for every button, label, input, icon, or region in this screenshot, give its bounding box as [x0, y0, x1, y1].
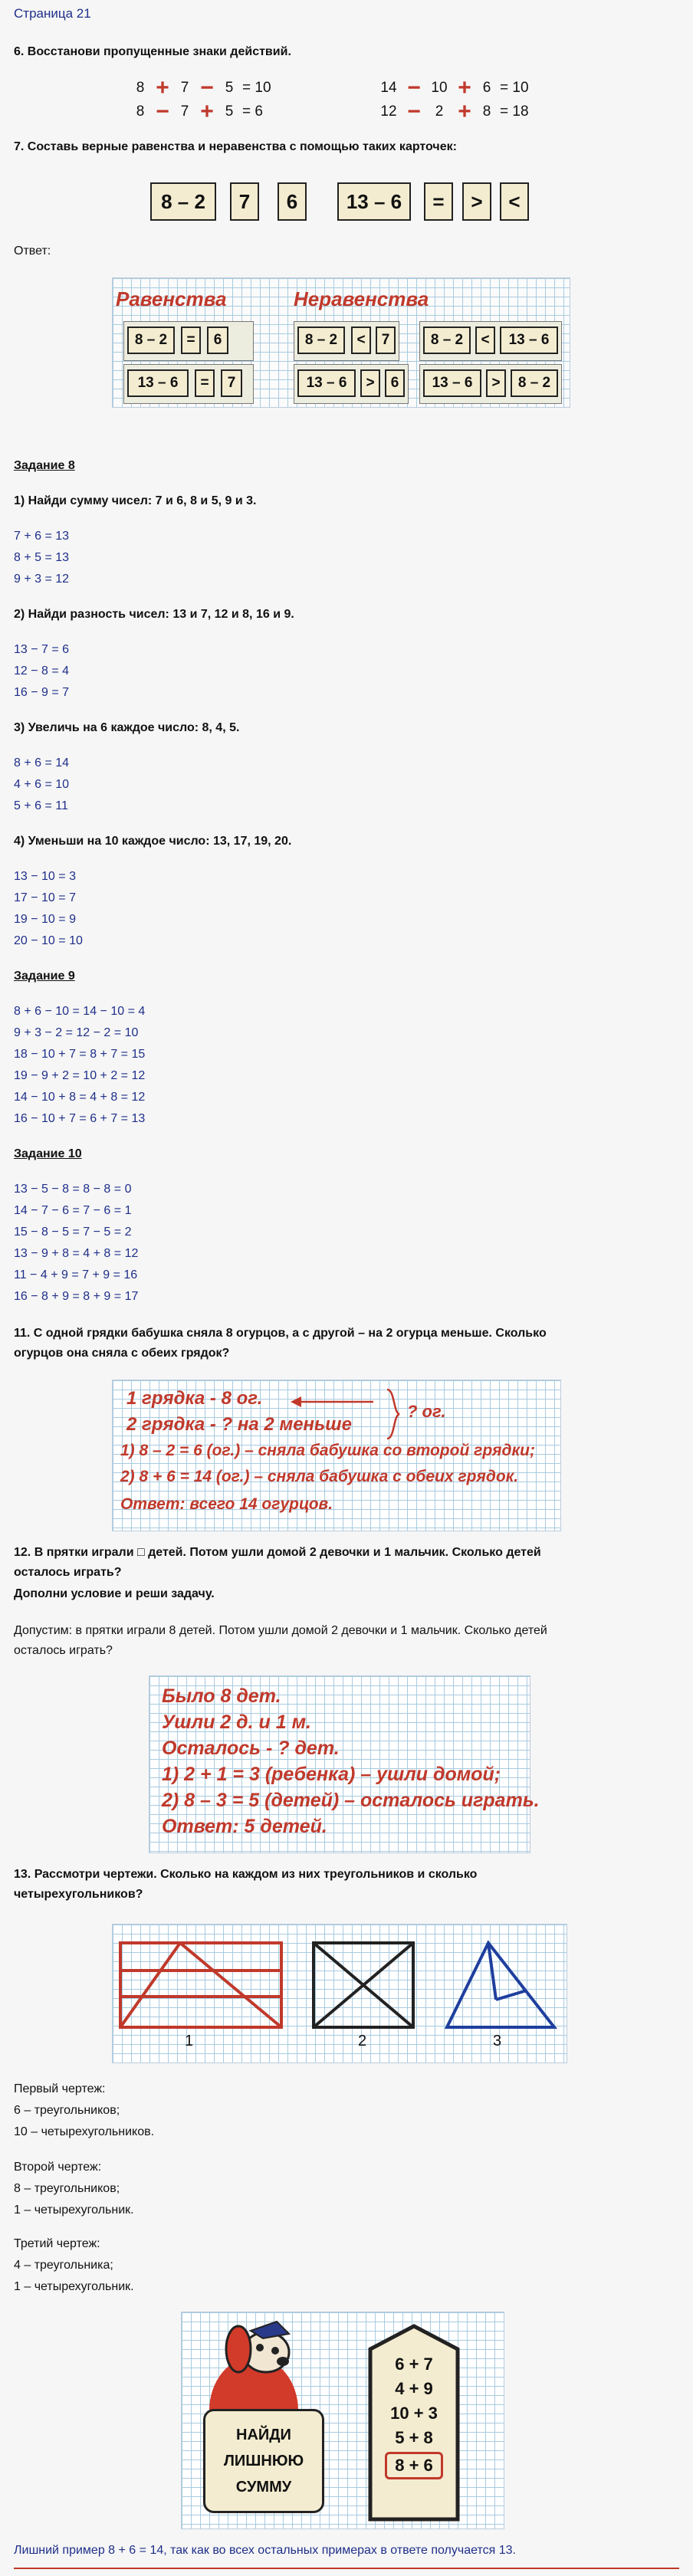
equality-group-1 — [123, 321, 254, 361]
answer-line: 7 + 6 = 13 — [14, 530, 70, 543]
solution-line: 1) 2 + 1 = 3 (ребенка) – ушли домой; — [162, 1764, 501, 1785]
equality-group-2 — [123, 364, 254, 404]
answer-line: 16 − 8 + 9 = 8 + 9 = 17 — [14, 1290, 139, 1303]
task10-title: Задание 10 — [14, 1147, 82, 1160]
operator-sign: − — [407, 99, 421, 124]
answer-line: 11 − 4 + 9 = 7 + 9 = 16 — [14, 1268, 138, 1281]
task12-title-line1: 12. В прятки играли □ детей. Потом ушли домой 2 девочки и 1 мальчик. Сколько детей — [14, 1546, 541, 1559]
answer-line: 8 + 5 = 13 — [14, 551, 70, 564]
card-13-minus-6: 13 – 6 — [337, 182, 411, 221]
answer-line: 12 − 8 = 4 — [14, 665, 70, 678]
drawing3-line: 1 – четырехугольник. — [14, 2280, 134, 2293]
answer-line: 13 − 9 + 8 = 4 + 8 = 12 — [14, 1247, 139, 1260]
expr-number: 8 — [136, 103, 145, 120]
task12-text-line2: осталось играть? — [14, 1644, 113, 1657]
card-6: 6 — [278, 182, 307, 221]
sign-text: НАЙДИ — [236, 2427, 291, 2443]
operator-sign: + — [458, 75, 471, 100]
answer-line: 9 + 3 = 12 — [14, 573, 70, 586]
drawing1-line: 10 – четырехугольников. — [14, 2125, 155, 2138]
card-7: 7 — [230, 182, 259, 221]
drawing1-title: Первый чертеж: — [14, 2082, 106, 2095]
bottom-divider — [14, 2568, 679, 2569]
drawing3-line: 4 – треугольника; — [14, 2259, 113, 2272]
answer-line: 13 − 5 − 8 = 8 − 8 = 0 — [14, 1183, 132, 1196]
solution-line: Было 8 дет. — [162, 1685, 281, 1707]
solution-line: 1 грядка - 8 ог. — [126, 1388, 263, 1409]
mini-card: 13 – 6 — [423, 369, 481, 397]
mini-card: 13 – 6 — [127, 369, 189, 397]
task6-expr-4 — [377, 99, 546, 124]
task8-title: Задание 8 — [14, 459, 75, 472]
odd-sum-illustration — [181, 2312, 504, 2529]
solution-line: 1) 8 – 2 = 6 (ог.) – сняла бабушка со второй грядки; — [120, 1442, 535, 1459]
answer-line: 19 − 10 = 9 — [14, 913, 76, 926]
task13-title-line2: четырехугольников? — [14, 1888, 143, 1901]
sign-board — [203, 2409, 324, 2513]
drawing-label: 3 — [493, 2033, 502, 2049]
solution-answer: Ответ: всего 14 огурцов. — [120, 1495, 333, 1513]
drawing-3 — [447, 1943, 554, 2027]
expr-result: = 10 — [500, 80, 529, 96]
drawing1-line: 6 – треугольников; — [14, 2104, 120, 2117]
sign-text: СУММУ — [235, 2479, 292, 2496]
solution-answer: Ответ: 5 детей. — [162, 1816, 327, 1837]
answer-line: 16 − 10 + 7 = 6 + 7 = 13 — [14, 1112, 146, 1125]
arrow-left-icon — [291, 1394, 375, 1409]
brace-icon — [384, 1386, 404, 1442]
sum-item: 6 + 7 — [395, 2354, 433, 2374]
mini-card: < — [475, 327, 495, 354]
sign-text: ЛИШНЮЮ — [223, 2453, 304, 2469]
drawings-grid — [112, 1924, 567, 2063]
card-less: < — [500, 182, 529, 221]
inequality-group-2 — [419, 321, 562, 361]
task14-answer: Лишний пример 8 + 6 = 14, так как во всех остальных примерах в ответе получается 13. — [14, 2544, 516, 2557]
task11-title-line1: 11. С одной грядки бабушка сняла 8 огурцов, а с другой – на 2 огурца меньше. Сколько — [14, 1327, 547, 1340]
mini-card: 13 – 6 — [500, 327, 558, 354]
answer-line: 18 − 10 + 7 = 8 + 7 = 15 — [14, 1048, 146, 1061]
mini-card: 6 — [207, 327, 228, 354]
answer-line: 13 − 7 = 6 — [14, 643, 70, 656]
task13-title-line1: 13. Рассмотри чертежи. Сколько на каждом из них треугольников и сколько — [14, 1868, 478, 1881]
expr-number: 5 — [225, 80, 234, 96]
answer-line: 14 − 7 − 6 = 7 − 6 = 1 — [14, 1204, 132, 1217]
answer-line: 14 − 10 + 8 = 4 + 8 = 12 — [14, 1091, 146, 1104]
card-greater: > — [462, 182, 491, 221]
answer-line: 15 − 8 − 5 = 7 − 5 = 2 — [14, 1226, 132, 1239]
card-8-minus-2: 8 – 2 — [150, 182, 216, 221]
drawing2-line: 1 – четырехугольник. — [14, 2204, 134, 2217]
mini-card: 8 – 2 — [423, 327, 471, 354]
task6-title: 6. Восстанови пропущенные знаки действий. — [14, 45, 291, 58]
page-title: Страница 21 — [14, 6, 91, 21]
task12-title-line2: осталось играть? — [14, 1566, 122, 1579]
drawing2-line: 8 – треугольников; — [14, 2182, 120, 2195]
solution-question: ? ог. — [407, 1402, 446, 1421]
task12-solution-grid — [149, 1675, 540, 1853]
operator-sign: + — [200, 99, 214, 124]
answer-line: 20 − 10 = 10 — [14, 934, 83, 947]
mini-card: 6 — [385, 369, 405, 397]
card-equals: = — [424, 182, 453, 221]
expr-number: 8 — [482, 103, 491, 120]
task6-expr-1 — [132, 75, 288, 100]
sum-item-highlighted: 8 + 6 — [385, 2452, 443, 2479]
operator-sign: − — [156, 99, 169, 124]
answer-line: 19 − 9 + 2 = 10 + 2 = 12 — [14, 1069, 146, 1082]
operator-sign: + — [458, 99, 471, 124]
drawing-label: 1 — [185, 2033, 194, 2049]
solution-line: Ушли 2 д. и 1 м. — [162, 1711, 312, 1733]
mini-card: 8 – 2 — [297, 327, 345, 354]
task8-q2: 2) Найди разность чисел: 13 и 7, 12 и 8, 16 и 9. — [14, 608, 294, 621]
inequality-group-1 — [294, 321, 399, 361]
answer-line: 8 + 6 = 14 — [14, 756, 70, 770]
expr-result: = 10 — [242, 80, 271, 96]
mini-card: 7 — [221, 369, 242, 397]
task8-q3: 3) Увеличь на 6 каждое число: 8, 4, 5. — [14, 721, 240, 734]
expr-number: 8 — [136, 80, 145, 96]
expr-number: 7 — [180, 103, 189, 120]
mini-card: 8 – 2 — [511, 369, 558, 397]
expr-number: 7 — [180, 80, 189, 96]
mini-card: < — [351, 327, 371, 354]
drawing-1 — [120, 1943, 281, 2027]
expr-number: 12 — [380, 103, 397, 120]
expr-result: = 6 — [242, 103, 263, 120]
mini-card: > — [360, 369, 380, 397]
answer-line: 4 + 6 = 10 — [14, 778, 70, 791]
mini-card: > — [486, 369, 506, 397]
sum-item: 10 + 3 — [390, 2404, 438, 2423]
task12-title-line3: Дополни условие и реши задачу. — [14, 1587, 215, 1600]
solution-line: 2 грядка - ? на 2 меньше — [126, 1414, 352, 1435]
task7-title: 7. Составь верные равенства и неравенства с помощью таких карточек: — [14, 140, 457, 153]
answer-line: 9 + 3 − 2 = 12 − 2 = 10 — [14, 1026, 139, 1039]
inequality-group-4 — [419, 364, 562, 404]
sums-list — [370, 2352, 458, 2479]
sum-item: 5 + 8 — [395, 2428, 433, 2447]
drawing3-title: Третий чертеж: — [14, 2237, 100, 2250]
answer-label: Ответ: — [14, 244, 51, 258]
mini-card: = — [195, 369, 215, 397]
heading-inequalities: Неравенства — [294, 287, 429, 310]
answer-line: 13 − 10 = 3 — [14, 870, 76, 883]
task11-solution-grid — [112, 1380, 561, 1531]
mini-card: 13 – 6 — [297, 369, 356, 397]
solution-line: Осталось - ? дет. — [162, 1738, 340, 1759]
task11-title-line2: огурцов она сняла с обеих грядок? — [14, 1347, 230, 1360]
expr-number: 2 — [435, 103, 444, 120]
operator-sign: − — [200, 75, 214, 100]
heading-equalities: Равенства — [116, 287, 227, 310]
mini-card: 8 – 2 — [127, 327, 175, 354]
answer-line: 17 − 10 = 7 — [14, 891, 76, 904]
solution-line: 2) 8 + 6 = 14 (ог.) – сняла бабушка с обеих грядок. — [120, 1468, 519, 1485]
task9-title: Задание 9 — [14, 970, 75, 983]
task12-text-line1: Допустим: в прятки играли 8 детей. Потом ушли домой 2 девочки и 1 мальчик. Сколько детей — [14, 1624, 547, 1637]
task6-expr-3 — [377, 75, 546, 100]
operator-sign: − — [407, 75, 421, 100]
answer-line: 8 + 6 − 10 = 14 − 10 = 4 — [14, 1005, 146, 1018]
expr-number: 6 — [482, 80, 491, 96]
answer-grid — [112, 277, 570, 408]
expr-number: 5 — [225, 103, 234, 120]
operator-sign: + — [156, 75, 169, 100]
task8-q1: 1) Найди сумму чисел: 7 и 6, 8 и 5, 9 и 3. — [14, 494, 257, 507]
inequality-group-3 — [294, 364, 409, 404]
answer-line: 16 − 9 = 7 — [14, 686, 70, 699]
sum-item: 4 + 9 — [395, 2379, 433, 2398]
drawing-label: 2 — [358, 2033, 367, 2049]
expr-number: 10 — [431, 80, 448, 96]
task8-q4: 4) Уменьши на 10 каждое число: 13, 17, 19, 20. — [14, 835, 292, 848]
mini-card: = — [181, 327, 201, 354]
expr-result: = 18 — [500, 103, 529, 120]
drawing2-title: Второй чертеж: — [14, 2161, 102, 2174]
drawing-2 — [314, 1943, 413, 2027]
mini-card: 7 — [376, 327, 396, 354]
expr-number: 14 — [380, 80, 397, 96]
solution-line: 2) 8 – 3 = 5 (детей) – осталось играть. — [162, 1790, 540, 1811]
task6-expr-2 — [132, 99, 288, 124]
answer-line: 5 + 6 = 11 — [14, 799, 68, 812]
